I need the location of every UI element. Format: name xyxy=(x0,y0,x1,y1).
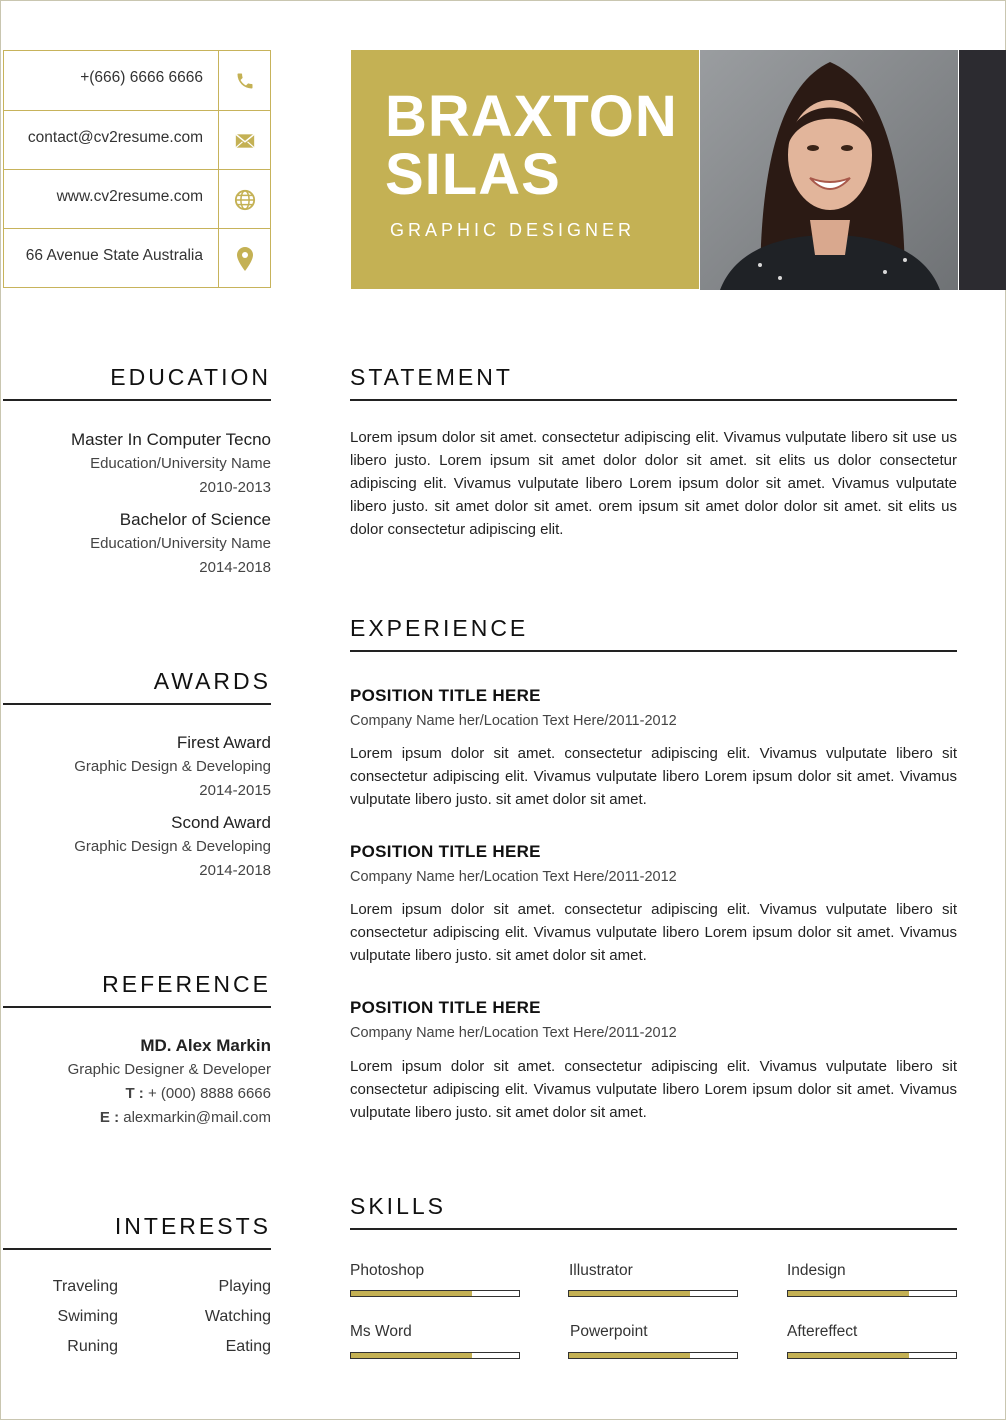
name-banner xyxy=(351,50,699,289)
skill-bar-fill xyxy=(788,1353,909,1358)
award-title: Scond Award xyxy=(171,813,271,832)
position-title: POSITION TITLE HERE xyxy=(350,842,541,861)
reference-phone-line xyxy=(3,1082,271,1106)
education-degree: Master In Computer Tecno xyxy=(71,430,271,449)
skill-bar-fill xyxy=(351,1291,472,1296)
education-school: Education/University Name xyxy=(90,535,271,552)
interest-item: Traveling xyxy=(52,1278,118,1295)
position-company: Company Name her/Location Text Here/2011-2012 xyxy=(350,869,677,885)
award-title: Firest Award xyxy=(176,733,271,752)
contact-website-row xyxy=(4,169,270,229)
skill-label: Aftereffect xyxy=(787,1323,858,1340)
education-item xyxy=(3,508,271,580)
phone-icon xyxy=(218,51,271,110)
education-degree: Bachelor of Science xyxy=(119,510,271,529)
contact-phone[interactable]: +(666) 6666 6666 xyxy=(80,69,203,86)
skill-label: Indesign xyxy=(787,1262,846,1279)
reference-role: Graphic Designer & Developer xyxy=(67,1061,271,1078)
award-years: 2014-2015 xyxy=(199,782,271,799)
skill-bar xyxy=(787,1290,957,1297)
skill-bar xyxy=(568,1290,738,1297)
skill-label: Illustrator xyxy=(569,1262,633,1279)
interest-item: Runing xyxy=(67,1338,118,1355)
reference-email-line xyxy=(3,1106,271,1130)
contact-website[interactable]: www.cv2resume.com xyxy=(56,188,203,205)
globe-icon xyxy=(218,170,271,229)
skill-bar-fill xyxy=(788,1291,909,1296)
profile-photo xyxy=(700,50,958,290)
skill-label: Photoshop xyxy=(350,1262,425,1279)
accent-bar xyxy=(959,50,1006,290)
job-role: GRAPHIC DESIGNER xyxy=(390,220,636,240)
award-field: Graphic Design & Developing xyxy=(74,838,271,855)
position-description: Lorem ipsum dolor sit amet. consectetur adipiscing elit. Vivamus vulputate libero sit consectetur adipiscing elit. Vivamus vulputate libero Lorem ipsum dolor sit amet. Vivamus vulputate libero justo. sit amet dolor sit amet. xyxy=(350,1058,957,1121)
skill-label: Powerpoint xyxy=(570,1323,648,1340)
interest-item: Swiming xyxy=(57,1308,118,1325)
reference-name: MD. Alex Markin xyxy=(140,1036,271,1055)
award-field: Graphic Design & Developing xyxy=(74,758,271,775)
position-company: Company Name her/Location Text Here/2011-2012 xyxy=(350,713,677,729)
statement-heading: STATEMENT xyxy=(350,364,957,401)
skill-bar xyxy=(568,1352,738,1359)
award-years: 2014-2018 xyxy=(199,862,271,879)
award-item xyxy=(3,731,271,803)
education-years: 2014-2018 xyxy=(199,559,271,576)
last-name: SILAS xyxy=(385,142,561,207)
statement-text: Lorem ipsum dolor sit amet. consectetur adipiscing elit. Vivamus vulputate libero sit use us libero justo. Lorem ipsum sit amet dolor dolor sit amet. sit elits us dolor consectetur adipiscing elit. Vivamus vulputate libero Lorem ipsum dolor sit amet. Vivamus vulputate libero justo. sit amet dolor sit amet. orem ipsum sit amet dolor dolor sit amet. sit elits us dolor consectetur adipiscing elit. xyxy=(350,429,957,538)
contact-address-row xyxy=(4,228,270,288)
reference-phone[interactable]: + (000) 8888 6666 xyxy=(147,1085,271,1102)
position-description: Lorem ipsum dolor sit amet. consectetur adipiscing elit. Vivamus vulputate libero sit consectetur adipiscing elit. Vivamus vulputate libero Lorem ipsum dolor sit amet. Vivamus vulputate libero justo. sit amet dolor sit amet. xyxy=(350,901,957,964)
position-company: Company Name her/Location Text Here/2011-2012 xyxy=(350,1025,677,1041)
reference-email-label: E : xyxy=(99,1109,120,1126)
skill-bar xyxy=(787,1352,957,1359)
contact-grid xyxy=(3,50,271,288)
full-name xyxy=(385,84,678,207)
reference-heading: REFERENCE xyxy=(3,971,271,1008)
reference-email[interactable]: alexmarkin@mail.com xyxy=(123,1109,271,1126)
interests-heading: INTERESTS xyxy=(3,1213,271,1250)
skill-bar xyxy=(350,1290,520,1297)
position-title: POSITION TITLE HERE xyxy=(350,686,541,705)
contact-email[interactable]: contact@cv2resume.com xyxy=(27,129,203,146)
education-years: 2010-2013 xyxy=(199,479,271,496)
award-item xyxy=(3,811,271,883)
experience-heading: EXPERIENCE xyxy=(350,615,957,652)
contact-email-row xyxy=(4,110,270,170)
position-description: Lorem ipsum dolor sit amet. consectetur adipiscing elit. Vivamus vulputate libero sit consectetur adipiscing elit. Vivamus vulputate libero Lorem ipsum dolor sit amet. Vivamus vulputate libero justo. sit amet dolor sit amet. xyxy=(350,745,957,808)
interest-item: Playing xyxy=(218,1278,271,1295)
interest-item: Watching xyxy=(204,1308,271,1325)
education-heading: EDUCATION xyxy=(3,364,271,401)
position-title: POSITION TITLE HERE xyxy=(350,998,541,1017)
first-name: BRAXTON xyxy=(385,84,678,149)
reference-phone-label: T : xyxy=(125,1085,144,1102)
contact-address: 66 Avenue State Australia xyxy=(25,247,203,264)
education-item xyxy=(3,428,271,500)
reference-block xyxy=(3,1034,271,1130)
skill-bar-fill xyxy=(351,1353,472,1358)
skill-label: Ms Word xyxy=(350,1323,412,1340)
education-school: Education/University Name xyxy=(90,455,271,472)
awards-heading: AWARDS xyxy=(3,668,271,705)
interest-item: Eating xyxy=(225,1338,271,1355)
skill-bar-fill xyxy=(569,1291,690,1296)
skill-bar-fill xyxy=(569,1353,690,1358)
contact-phone-row xyxy=(4,51,270,110)
location-pin-icon xyxy=(218,229,271,288)
skills-heading: SKILLS xyxy=(350,1193,957,1230)
mail-icon xyxy=(218,111,271,170)
skill-bar xyxy=(350,1352,520,1359)
